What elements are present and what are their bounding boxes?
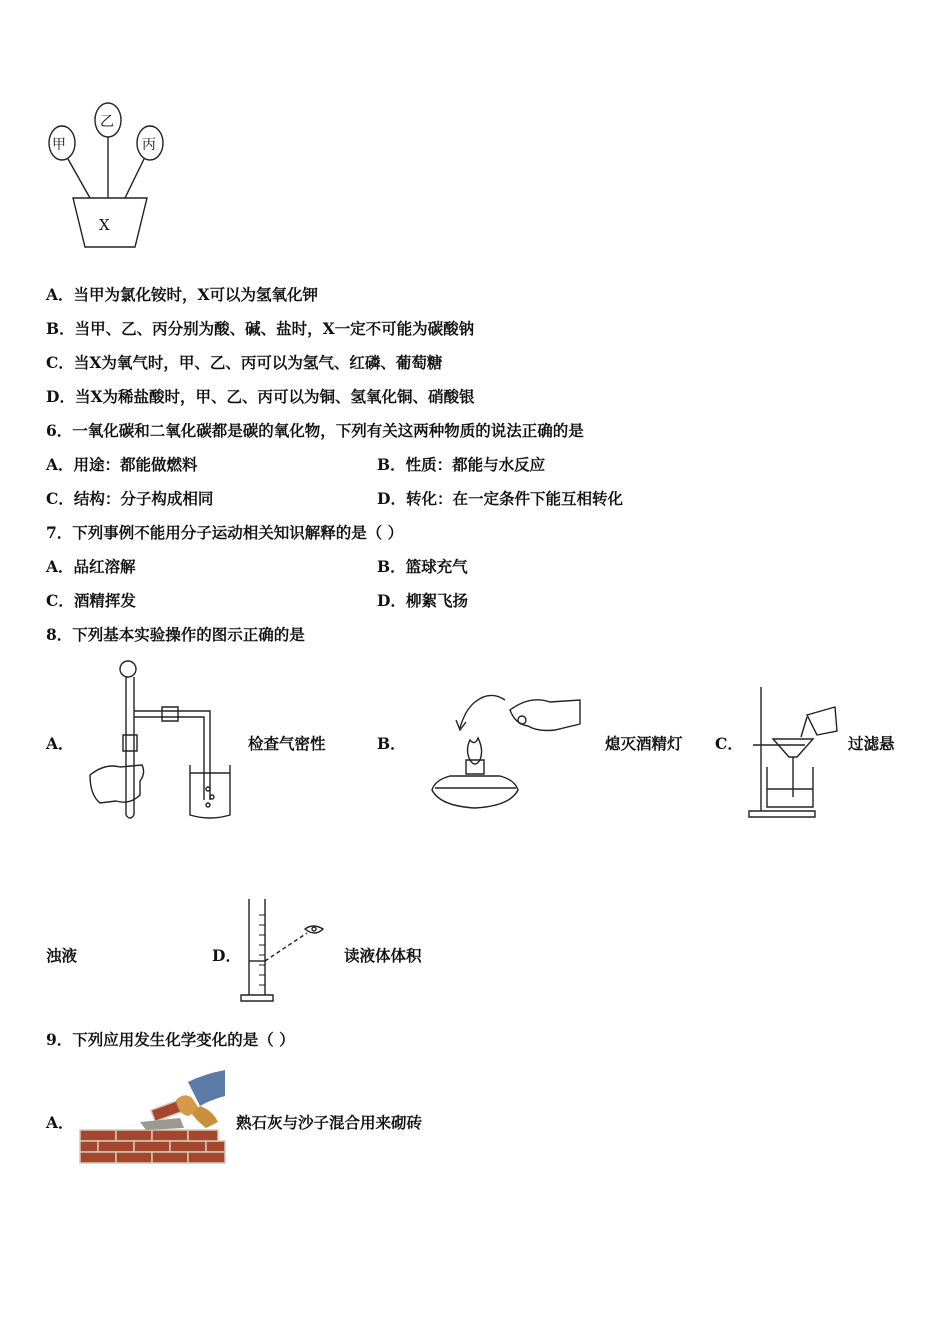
q6-option-a: A．用途：都能做燃料	[46, 455, 198, 474]
circle-label-yi: 乙	[100, 114, 114, 130]
q8-option-c-text: 过滤悬	[848, 734, 895, 753]
q9-option-a-text: 熟石灰与沙子混合用来砌砖	[236, 1113, 423, 1132]
q8-option-b-letter: B．	[377, 734, 406, 753]
q7-option-b: B．篮球充气	[377, 557, 468, 576]
q8-option-c-text-continued: 浊液	[46, 946, 78, 965]
q8-stem: 8．下列基本实验操作的图示正确的是	[46, 625, 305, 644]
circle-label-bing: 丙	[142, 137, 156, 153]
q9-option-a-letter: A．	[46, 1113, 74, 1132]
q5-option-d: D．当X为稀盐酸时，甲、乙、丙可以为铜、氢氧化铜、硝酸银	[46, 387, 475, 406]
q8-option-c-letter: C．	[715, 734, 743, 753]
q8-option-a-letter: A．	[46, 734, 74, 753]
graduated-cylinder-illustration	[235, 895, 330, 1005]
q8-option-d-letter: D．	[212, 946, 241, 965]
q5-option-b: B．当甲、乙、丙分别为酸、碱、盐时，X一定不可能为碳酸钠	[46, 319, 475, 338]
q6-option-c: C．结构：分子构成相同	[46, 489, 214, 508]
q8-option-a-text: 检查气密性	[248, 734, 326, 753]
q7-option-d: D．柳絮飞扬	[377, 591, 468, 610]
q9-stem: 9．下列应用发生化学变化的是（ ）	[46, 1030, 295, 1049]
q7-stem: 7．下列事例不能用分子运动相关知识解释的是（ ）	[46, 523, 404, 542]
pot-label-x: X	[99, 216, 110, 234]
q5-option-a: A．当甲为氯化铵时，X可以为氢氧化钾	[46, 285, 319, 304]
airtightness-check-illustration	[80, 655, 240, 825]
q6-option-b: B．性质：都能与水反应	[377, 455, 546, 474]
circle-label-jia: 甲	[52, 137, 66, 153]
bricklaying-photo	[80, 1070, 225, 1163]
filtration-illustration	[745, 685, 845, 820]
q8-option-d-text: 读液体体积	[344, 946, 422, 965]
q6-stem: 6．一氧化碳和二氧化碳都是碳的氧化物，下列有关这两种物质的说法正确的是	[46, 421, 584, 440]
extinguish-alcohol-lamp-illustration	[420, 680, 590, 810]
q7-option-c: C．酒精挥发	[46, 591, 136, 610]
q6-option-d: D．转化：在一定条件下能互相转化	[377, 489, 623, 508]
q8-option-b-text: 熄灭酒精灯	[605, 734, 683, 753]
q7-option-a: A．品红溶解	[46, 557, 136, 576]
q5-option-c: C．当X为氧气时，甲、乙、丙可以为氢气、红磷、葡萄糖	[46, 353, 443, 372]
